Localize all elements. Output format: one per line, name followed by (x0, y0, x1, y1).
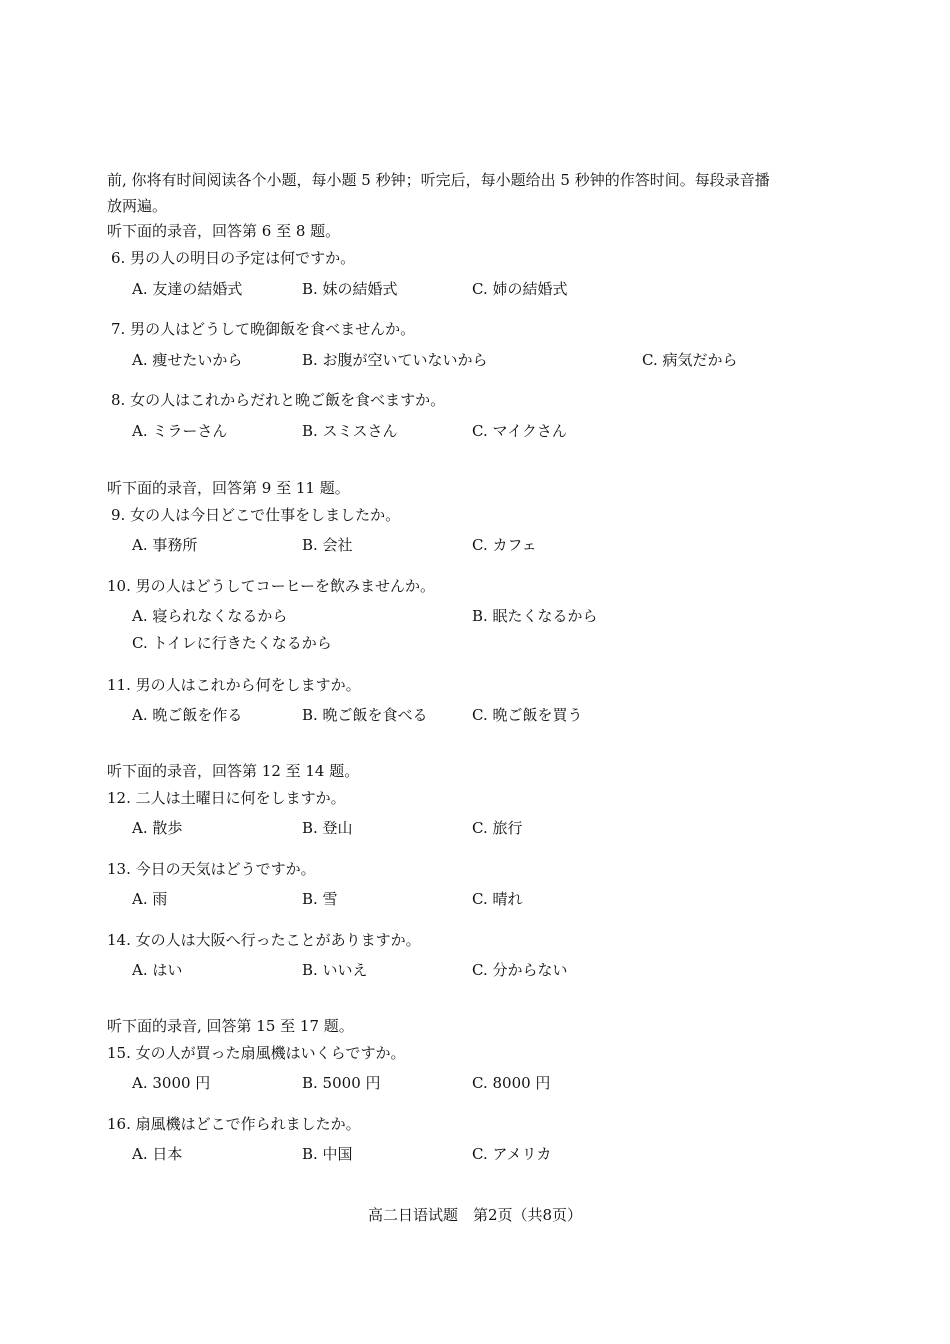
option-a: A. 友達の結婚式 (132, 280, 243, 298)
question-stem: 6. 男の人の明日の予定は何ですか。 (111, 249, 356, 267)
option-a: A. 散歩 (132, 819, 183, 837)
option-b: B. 中国 (302, 1145, 353, 1163)
option-a: A. 日本 (132, 1145, 183, 1163)
option-b: B. お腹が空いていないから (302, 351, 488, 369)
option-c: C. 旅行 (472, 819, 523, 837)
option-b: B. 会社 (302, 536, 353, 554)
option-b: B. 登山 (302, 819, 353, 837)
option-c: C. アメリカ (472, 1145, 552, 1163)
option-b: B. 妹の結婚式 (302, 280, 398, 298)
option-b: B. スミスさん (302, 422, 398, 440)
option-b: B. 雪 (302, 890, 338, 908)
question-stem: 14. 女の人は大阪へ行ったことがありますか。 (107, 931, 421, 949)
option-c: C. 病気だから (642, 351, 738, 369)
question-stem: 15. 女の人が買った扇風機はいくらですか。 (107, 1044, 406, 1062)
option-c: C. カフェ (472, 536, 537, 554)
section-instruction: 听下面的录音，回答第 6 至 8 题。 (107, 222, 341, 240)
option-a: A. 3000 円 (132, 1074, 211, 1092)
page-footer: 高二日语试题 第2页（共8页） (367, 1206, 583, 1224)
option-c: C. マイクさん (472, 422, 567, 440)
option-b: B. 眠たくなるから (472, 607, 598, 625)
question-stem: 12. 二人は土曜日に何をしますか。 (107, 789, 346, 807)
option-a: A. はい (132, 961, 183, 979)
option-b: B. 5000 円 (302, 1074, 381, 1092)
option-c: C. 分からない (472, 961, 568, 979)
question-stem: 7. 男の人はどうして晩御飯を食べませんか。 (111, 320, 416, 338)
option-b: B. 晩ご飯を食べる (302, 706, 428, 724)
option-a: A. 晩ご飯を作る (132, 706, 243, 724)
option-a: A. 雨 (132, 890, 168, 908)
question-stem: 9. 女の人は今日どこで仕事をしましたか。 (111, 506, 401, 524)
question-stem: 16. 扇風機はどこで作られましたか。 (107, 1115, 361, 1133)
option-a: A. ミラーさん (132, 422, 228, 440)
option-a: A. 事務所 (132, 536, 198, 554)
option-c: C. トイレに行きたくなるから (132, 634, 332, 652)
option-c: C. 姉の結婚式 (472, 280, 568, 298)
question-stem: 13. 今日の天気はどうですか。 (107, 860, 316, 878)
option-b: B. いいえ (302, 961, 368, 979)
option-a: A. 痩せたいから (132, 351, 243, 369)
section-instruction: 听下面的录音，回答第 9 至 11 题。 (107, 479, 350, 497)
option-c: C. 8000 円 (472, 1074, 551, 1092)
question-stem: 10. 男の人はどうしてコーヒーを飲みませんか。 (107, 577, 436, 595)
intro-line-2: 放两遍。 (107, 197, 168, 215)
question-stem: 8. 女の人はこれからだれと晩ご飯を食べますか。 (111, 391, 446, 409)
section-instruction: 听下面的录音, 回答第 15 至 17 题。 (107, 1017, 354, 1035)
question-stem: 11. 男の人はこれから何をしますか。 (107, 676, 361, 694)
section-instruction: 听下面的录音，回答第 12 至 14 题。 (107, 762, 360, 780)
option-c: C. 晩ご飯を買う (472, 706, 583, 724)
option-a: A. 寝られなくなるから (132, 607, 288, 625)
intro-line-1: 前, 你将有时间阅读各个小题，每小题 5 秒钟；听完后，每小题给出 5 秒钟的作答时间。每段录音播 (107, 171, 770, 189)
option-c: C. 晴れ (472, 890, 523, 908)
